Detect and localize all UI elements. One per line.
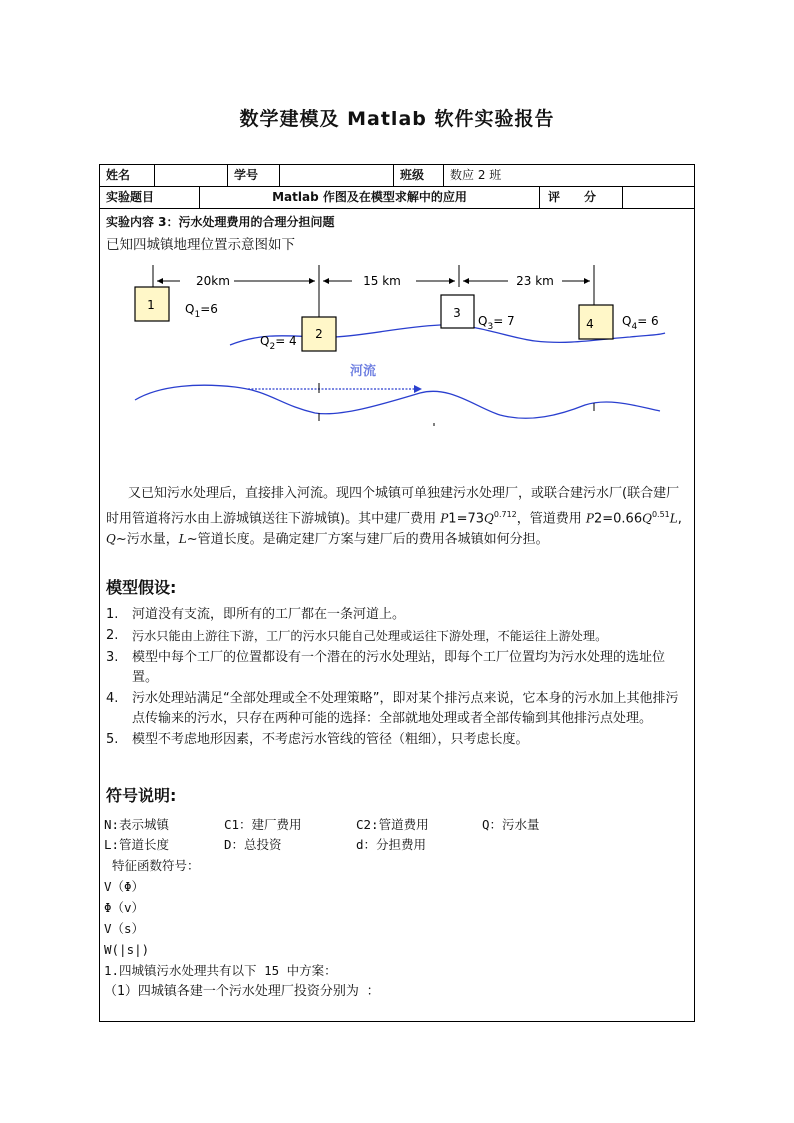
feature-symbol-3: V（s） <box>104 921 145 936</box>
report-frame <box>99 164 695 1022</box>
score-value <box>623 187 694 208</box>
topic-value: Matlab 作图及在模型求解中的应用 <box>200 187 540 208</box>
id-label: 学号 <box>228 165 280 186</box>
town-label-1: 1 <box>147 298 155 312</box>
feature-function-label: 特征函数符号： <box>112 858 200 873</box>
report-title: 数学建模及 Matlab 软件实验报告 <box>239 108 555 130</box>
symbol-c2: C2:管道费用 <box>356 817 429 832</box>
class-label: 班级 <box>394 165 444 186</box>
symbols-heading: 符号说明: <box>106 786 177 805</box>
assumptions-list <box>106 605 690 751</box>
distance-label-3: 23 km <box>516 274 554 288</box>
distance-label-1: 20km <box>196 274 230 288</box>
id-value <box>280 165 394 186</box>
symbol-c1: C1：建厂费用 <box>224 817 302 832</box>
town-flow-2: $Q_2= 4$ <box>260 334 297 352</box>
list-item: 3. 模型中每个工厂的位置都设有一个潜在的污水处理站，即每个工厂位置均为污水处理的选址位置。 <box>106 650 666 685</box>
town-flow-4: $Q_4= 6$ <box>622 314 659 332</box>
town-flow-1: $Q_1=6$ <box>185 302 218 320</box>
town-location-diagram <box>130 265 670 435</box>
experiment-subtitle: 已知四城镇地理位置示意图如下 <box>106 237 295 253</box>
list-item: 5. 模型不考虑地形因素，不考虑污水管线的管径（粗细），只考虑长度。 <box>106 732 529 747</box>
town-label-2: 2 <box>315 327 323 341</box>
feature-symbol-1: V（Φ） <box>104 879 145 894</box>
class-value: 数应 2 班 <box>450 168 502 182</box>
problem-paragraph: 又已知污水处理后，直接排入河流。现四个城镇可单独建污水处理厂，或联合建污水厂(联合建厂时用管道将污水由上游城镇送往下游城镇)。其中建厂费用 $P1=73Q^{0.712}$，管道费用 $P2=0.66Q^{0.51}L$, Q~污水量，L~管道长度。是确定建厂方案与建厂后的费用各城镇如何分担。 <box>106 486 682 548</box>
symbol-q: Q：污水量 <box>482 817 540 832</box>
river-bank-lower <box>135 385 660 418</box>
assumptions-heading: 模型假设: <box>106 578 177 597</box>
symbol-l: L:管道长度 <box>104 837 170 852</box>
header-row-1 <box>100 165 694 187</box>
name-value <box>155 165 228 186</box>
list-item: 2. 污水只能由上游往下游，工厂的污水只能自己处理或运往下游处理，不能运往上游处理。 <box>106 628 608 643</box>
symbol-n: N:表示城镇 <box>104 817 170 832</box>
list-item: 4. 污水处理站满足“全部处理或全不处理策略”，即对某个排污点来说，它本身的污水加上其他排污点传输来的污水，只存在两种可能的选择：全部就地处理或者全部传输到其他排污点处理。 <box>106 691 679 726</box>
score-label: 评 分 <box>540 187 623 208</box>
topic-label: 实验题目 <box>100 187 200 208</box>
plan-count-line: 1.四城镇污水处理共有以下 15 中方案： <box>104 963 337 978</box>
symbol-d-total: D：总投资 <box>224 837 282 852</box>
list-item: 1. 河道没有支流，即所有的工厂都在一条河道上。 <box>106 607 406 622</box>
town-box-4 <box>579 305 613 339</box>
distance-label-2: 15 km <box>363 274 401 288</box>
feature-symbol-4: W(|s|) <box>104 942 150 957</box>
experiment-title: 实验内容 3：污水处理费用的合理分担问题 <box>106 215 335 229</box>
symbol-d-share: d：分担费用 <box>356 837 427 852</box>
town-label-4: 4 <box>586 317 594 331</box>
feature-symbol-2: Φ（v） <box>104 900 145 915</box>
plan-sub-line: （1）四城镇各建一个污水处理厂投资分别为 ： <box>104 984 380 999</box>
river-label: 河流 <box>350 364 377 379</box>
town-flow-3: $Q_3= 7$ <box>478 314 515 332</box>
header-row-2 <box>100 187 694 209</box>
name-label: 姓名 <box>100 165 155 186</box>
town-label-3: 3 <box>453 306 461 320</box>
